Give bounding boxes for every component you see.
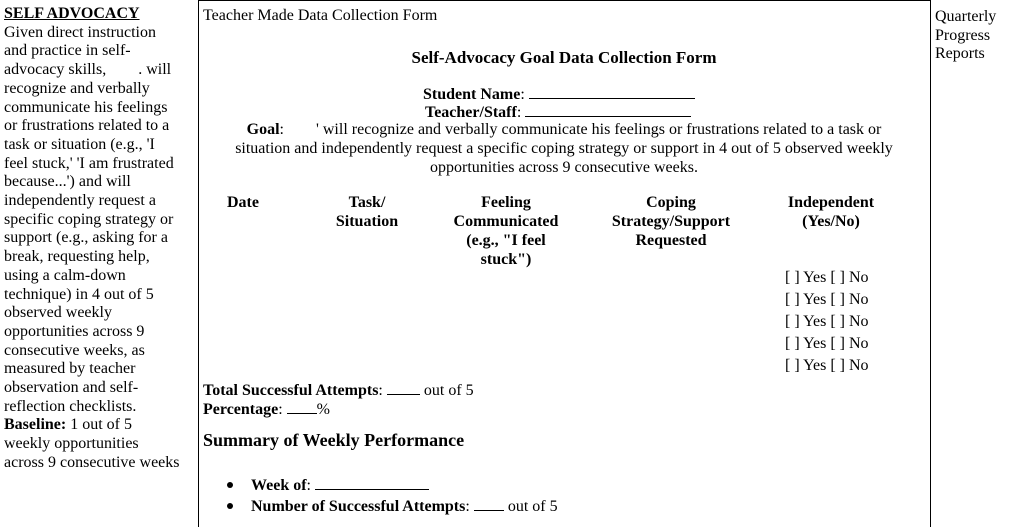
baseline-line: weekly opportunities xyxy=(4,435,139,453)
form-title: Self-Advocacy Goal Data Collection Form xyxy=(411,48,717,67)
description-line: technique) in 4 out of 5 xyxy=(4,285,154,303)
summary-heading: Summary of Weekly Performance xyxy=(203,430,465,450)
description-line: specific coping strategy or xyxy=(4,210,174,228)
week-of-row: Week of: xyxy=(227,474,429,495)
description-line: task or situation (e.g., 'I xyxy=(4,135,155,153)
baseline-label: Baseline: xyxy=(4,416,67,434)
description-line: support (e.g., asking for a xyxy=(4,229,168,247)
total-attempts-field[interactable] xyxy=(387,379,420,395)
percentage-row: Percentage: % xyxy=(203,398,330,419)
column-divider-left xyxy=(198,0,199,527)
quarterly-progress-cell xyxy=(935,8,1023,64)
baseline-line: across 9 consecutive weeks xyxy=(4,453,180,471)
teacher-staff-label: Teacher/Staff xyxy=(425,104,517,121)
description-line: feel stuck,' 'I am frustrated xyxy=(4,154,174,172)
column-header-independent: Independent (Yes/No) xyxy=(787,194,875,230)
percentage-suffix: % xyxy=(316,401,330,418)
num-attempts-field[interactable] xyxy=(474,495,504,511)
total-attempts-label: Total Successful Attempts xyxy=(203,382,379,399)
yes-no-checkbox-row[interactable]: [ ] Yes [ ] No xyxy=(785,335,869,352)
num-attempts-suffix: out of 5 xyxy=(503,498,558,515)
student-name-field[interactable] xyxy=(529,83,695,99)
percentage-label: Percentage xyxy=(203,401,279,418)
description-line: communicate his feelings xyxy=(4,98,168,116)
yes-no-checkbox-row[interactable]: [ ] Yes [ ] No xyxy=(785,269,869,286)
yes-no-checkbox-row[interactable]: [ ] Yes [ ] No xyxy=(785,313,869,330)
bullet-icon xyxy=(227,503,233,509)
column-divider-right xyxy=(930,0,931,527)
total-attempts-suffix: out of 5 xyxy=(419,382,474,399)
description-line: using a calm-down xyxy=(4,266,126,284)
column-header-task-situation: Task/ Situation xyxy=(335,194,399,230)
teacher-staff-field[interactable] xyxy=(525,101,691,117)
description-line: Given direct instruction xyxy=(4,23,156,41)
description-line: opportunities across 9 xyxy=(4,322,145,340)
column-header-feeling-communicated: Feeling Communicated (e.g., "I feel stuck") xyxy=(453,194,559,268)
week-of-field[interactable] xyxy=(315,474,429,490)
goal-label: Goal xyxy=(246,121,280,138)
description-line: consecutive weeks, as xyxy=(4,341,145,359)
description-line: observation and self- xyxy=(4,379,139,397)
student-name-row: Student Name: xyxy=(423,83,695,104)
right-column-line: Quarterly xyxy=(935,8,997,25)
right-column-line: Reports xyxy=(935,45,985,62)
bullet-icon xyxy=(227,482,233,488)
description-line: because...') and will xyxy=(4,173,131,191)
description-line: independently request a xyxy=(4,192,156,210)
goal-description-cell xyxy=(4,5,196,473)
baseline-value: 1 out of 5 xyxy=(66,416,132,434)
description-line: recognize and verbally xyxy=(4,79,150,97)
column-header-coping-strategy: Coping Strategy/Support Requested xyxy=(611,194,731,249)
goal-area-heading: SELF ADVOCACY xyxy=(4,5,140,22)
column-header-date: Date xyxy=(227,194,259,211)
description-line: advocacy skills, . will xyxy=(4,61,172,79)
right-column-line: Progress xyxy=(935,26,991,44)
description-line: and practice in self- xyxy=(4,42,131,60)
yes-no-checkbox-row[interactable]: [ ] Yes [ ] No xyxy=(785,291,869,308)
baseline-line xyxy=(4,416,196,435)
num-attempts-row: Number of Successful Attempts: out of 5 xyxy=(227,495,558,516)
percentage-field[interactable] xyxy=(287,398,317,414)
description-line: observed weekly xyxy=(4,304,112,322)
goal-line: situation and independently request a specific coping strategy or support in 4 out of 5 observed weekly xyxy=(235,140,893,157)
data-collection-form xyxy=(203,0,925,527)
goal-statement xyxy=(203,120,925,177)
student-name-label: Student Name xyxy=(423,86,521,103)
description-line: or frustrations related to a xyxy=(4,117,170,135)
form-source-label: Teacher Made Data Collection Form xyxy=(203,7,438,24)
teacher-staff-row: Teacher/Staff: xyxy=(425,101,691,122)
goal-line: opportunities across 9 consecutive weeks. xyxy=(430,159,698,176)
week-of-label: Week of xyxy=(251,477,307,494)
yes-no-checkbox-row[interactable]: [ ] Yes [ ] No xyxy=(785,357,869,374)
num-attempts-label: Number of Successful Attempts xyxy=(251,498,466,515)
total-successful-attempts-row: Total Successful Attempts: out of 5 xyxy=(203,379,474,400)
goal-line: Goal: ' will recognize and verbally communicate his feelings or frustrations related to a task or xyxy=(246,121,882,138)
description-line: break, requesting help, xyxy=(4,248,150,266)
description-line: measured by teacher xyxy=(4,360,136,378)
description-line: reflection checklists. xyxy=(4,397,137,415)
